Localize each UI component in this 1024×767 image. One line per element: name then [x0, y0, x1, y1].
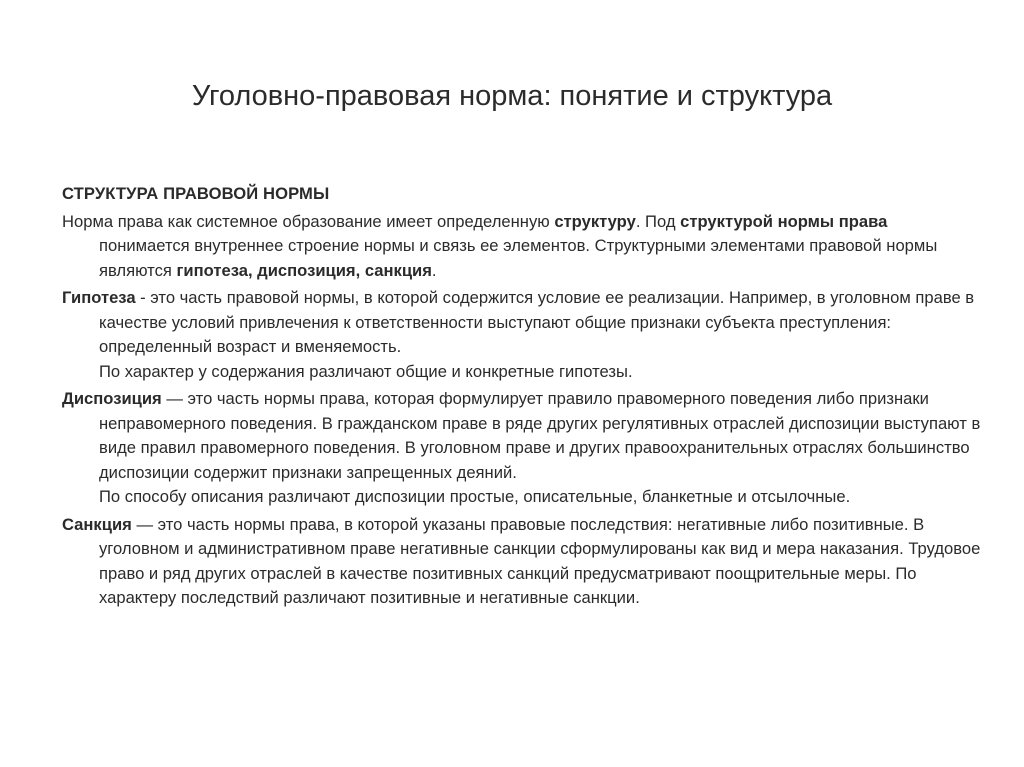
- hypothesis-note: По характер у содержания различают общие и конкретные гипотезы.: [99, 361, 633, 381]
- section-heading: СТРУКТУРА ПРАВОВОЙ НОРМЫ: [62, 184, 330, 203]
- intro-bold-structure-of-norm: структурой нормы права: [680, 211, 888, 231]
- sanction-paragraph: [62, 513, 982, 611]
- hypothesis-text: - это часть правовой нормы, в которой содержится условие ее реализации. Например, в уголовном праве в качестве условий привлечения к ответственности выступают общие признаки субъекта преступления: определенный возраст и вменяемость.: [99, 288, 975, 356]
- slide-content: [62, 182, 982, 614]
- intro-bold-elements: гипотеза, диспозиция, санкция: [176, 260, 432, 280]
- slide-title: Уголовно-правовая норма: понятие и структура: [191, 80, 833, 112]
- sanction-term: Санкция: [62, 514, 132, 534]
- intro-paragraph: [62, 210, 982, 284]
- disposition-note: По способу описания различают диспозиции простые, описательные, бланкетные и отсылочные.: [99, 487, 851, 506]
- disposition-text: — это часть нормы права, которая формулирует правило правомерного поведения либо признаки неправомерного поведения. В гражданском праве в ряде других регулятивных отраслей диспозиции выступают в виде правил правомерного поведения. В уголовном праве и других правоохранительных отраслях большинство диспозиции содержит признаки запрещенных деяний.: [99, 389, 981, 482]
- disposition-paragraph: [62, 387, 982, 510]
- disposition-term: Диспозиция: [62, 389, 162, 408]
- intro-text-1: Норма права как системное образование имеет определенную: [62, 211, 555, 231]
- sanction-text: — это часть нормы права, в которой указаны правовые последствия: негативные либо позитивные. В уголовном и административном праве негативные санкции сформулированы как вид и мера наказания. Трудовое право и ряд других отраслей в качестве позитивных санкций предусматривают поощрительные меры. По характеру последствий различают позитивные и негативные санкции.: [99, 514, 981, 607]
- intro-text-4: .: [431, 260, 437, 280]
- intro-text-3: понимается внутреннее строение нормы и связь ее элементов. Структурными элементами правовой нормы являются: [99, 236, 938, 280]
- hypothesis-term: Гипотеза: [62, 288, 136, 307]
- hypothesis-paragraph: [62, 286, 982, 384]
- intro-bold-structure: структуру: [554, 211, 636, 231]
- intro-text-2: . Под: [635, 211, 681, 231]
